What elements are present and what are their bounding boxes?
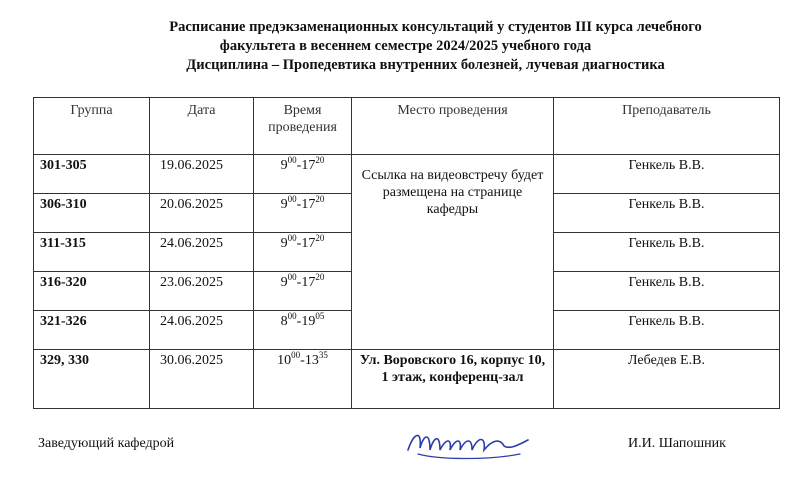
cell-group: 329, 330 (34, 350, 150, 409)
cell-place-online: Ссылка на видеовстречу будет размещена на странице кафедры (352, 155, 554, 350)
header-time: Время проведения (254, 98, 352, 155)
document-title (0, 18, 791, 75)
cell-teacher: Генкель В.В. (554, 272, 780, 311)
cell-teacher: Генкель В.В. (554, 194, 780, 233)
cell-teacher: Лебедев Е.В. (554, 350, 780, 409)
cell-time: $10^{00}-13^{35}$ (254, 350, 352, 409)
title-line-1: Расписание предэкзаменационных консультаций у студентов III курса лечебного (169, 19, 702, 35)
title-line-2: факультета в весеннем семестре 2024/2025 учебного года (219, 38, 592, 54)
cell-time: $9^{00}-17^{20}$ (254, 155, 352, 194)
cell-date: 30.06.2025 (150, 350, 254, 409)
cell-group: 316-320 (34, 272, 150, 311)
header-date: Дата (150, 98, 254, 155)
table-row (34, 155, 780, 194)
cell-date: 24.06.2025 (150, 311, 254, 350)
cell-group: 306-310 (34, 194, 150, 233)
cell-date: 24.06.2025 (150, 233, 254, 272)
header-teacher: Преподаватель (554, 98, 780, 155)
table-row (34, 350, 780, 409)
cell-place-address: Ул. Воровского 16, корпус 10, 1 этаж, конференц-зал (352, 350, 554, 409)
cell-group: 321-326 (34, 311, 150, 350)
cell-time: $9^{00}-17^{20}$ (254, 194, 352, 233)
cell-date: 20.06.2025 (150, 194, 254, 233)
cell-time: $9^{00}-17^{20}$ (254, 233, 352, 272)
cell-group: 311-315 (34, 233, 150, 272)
cell-teacher: Генкель В.В. (554, 233, 780, 272)
footer-position: Заведующий кафедрой (38, 436, 175, 451)
cell-group: 301-305 (34, 155, 150, 194)
cell-date: 19.06.2025 (150, 155, 254, 194)
cell-time: $8^{00}-19^{05}$ (254, 311, 352, 350)
footer-name: И.И. Шапошник (628, 436, 726, 451)
header-group: Группа (34, 98, 150, 155)
title-line-3: Дисциплина – Пропедевтика внутренних болезней, лучевая диагностика (186, 57, 665, 73)
cell-teacher: Генкель В.В. (554, 311, 780, 350)
schedule-table (33, 97, 780, 409)
table-header-row (34, 98, 780, 155)
cell-time: $9^{00}-17^{20}$ (254, 272, 352, 311)
cell-date: 23.06.2025 (150, 272, 254, 311)
cell-teacher: Генкель В.В. (554, 155, 780, 194)
header-place: Место проведения (352, 98, 554, 155)
signature (400, 420, 540, 468)
